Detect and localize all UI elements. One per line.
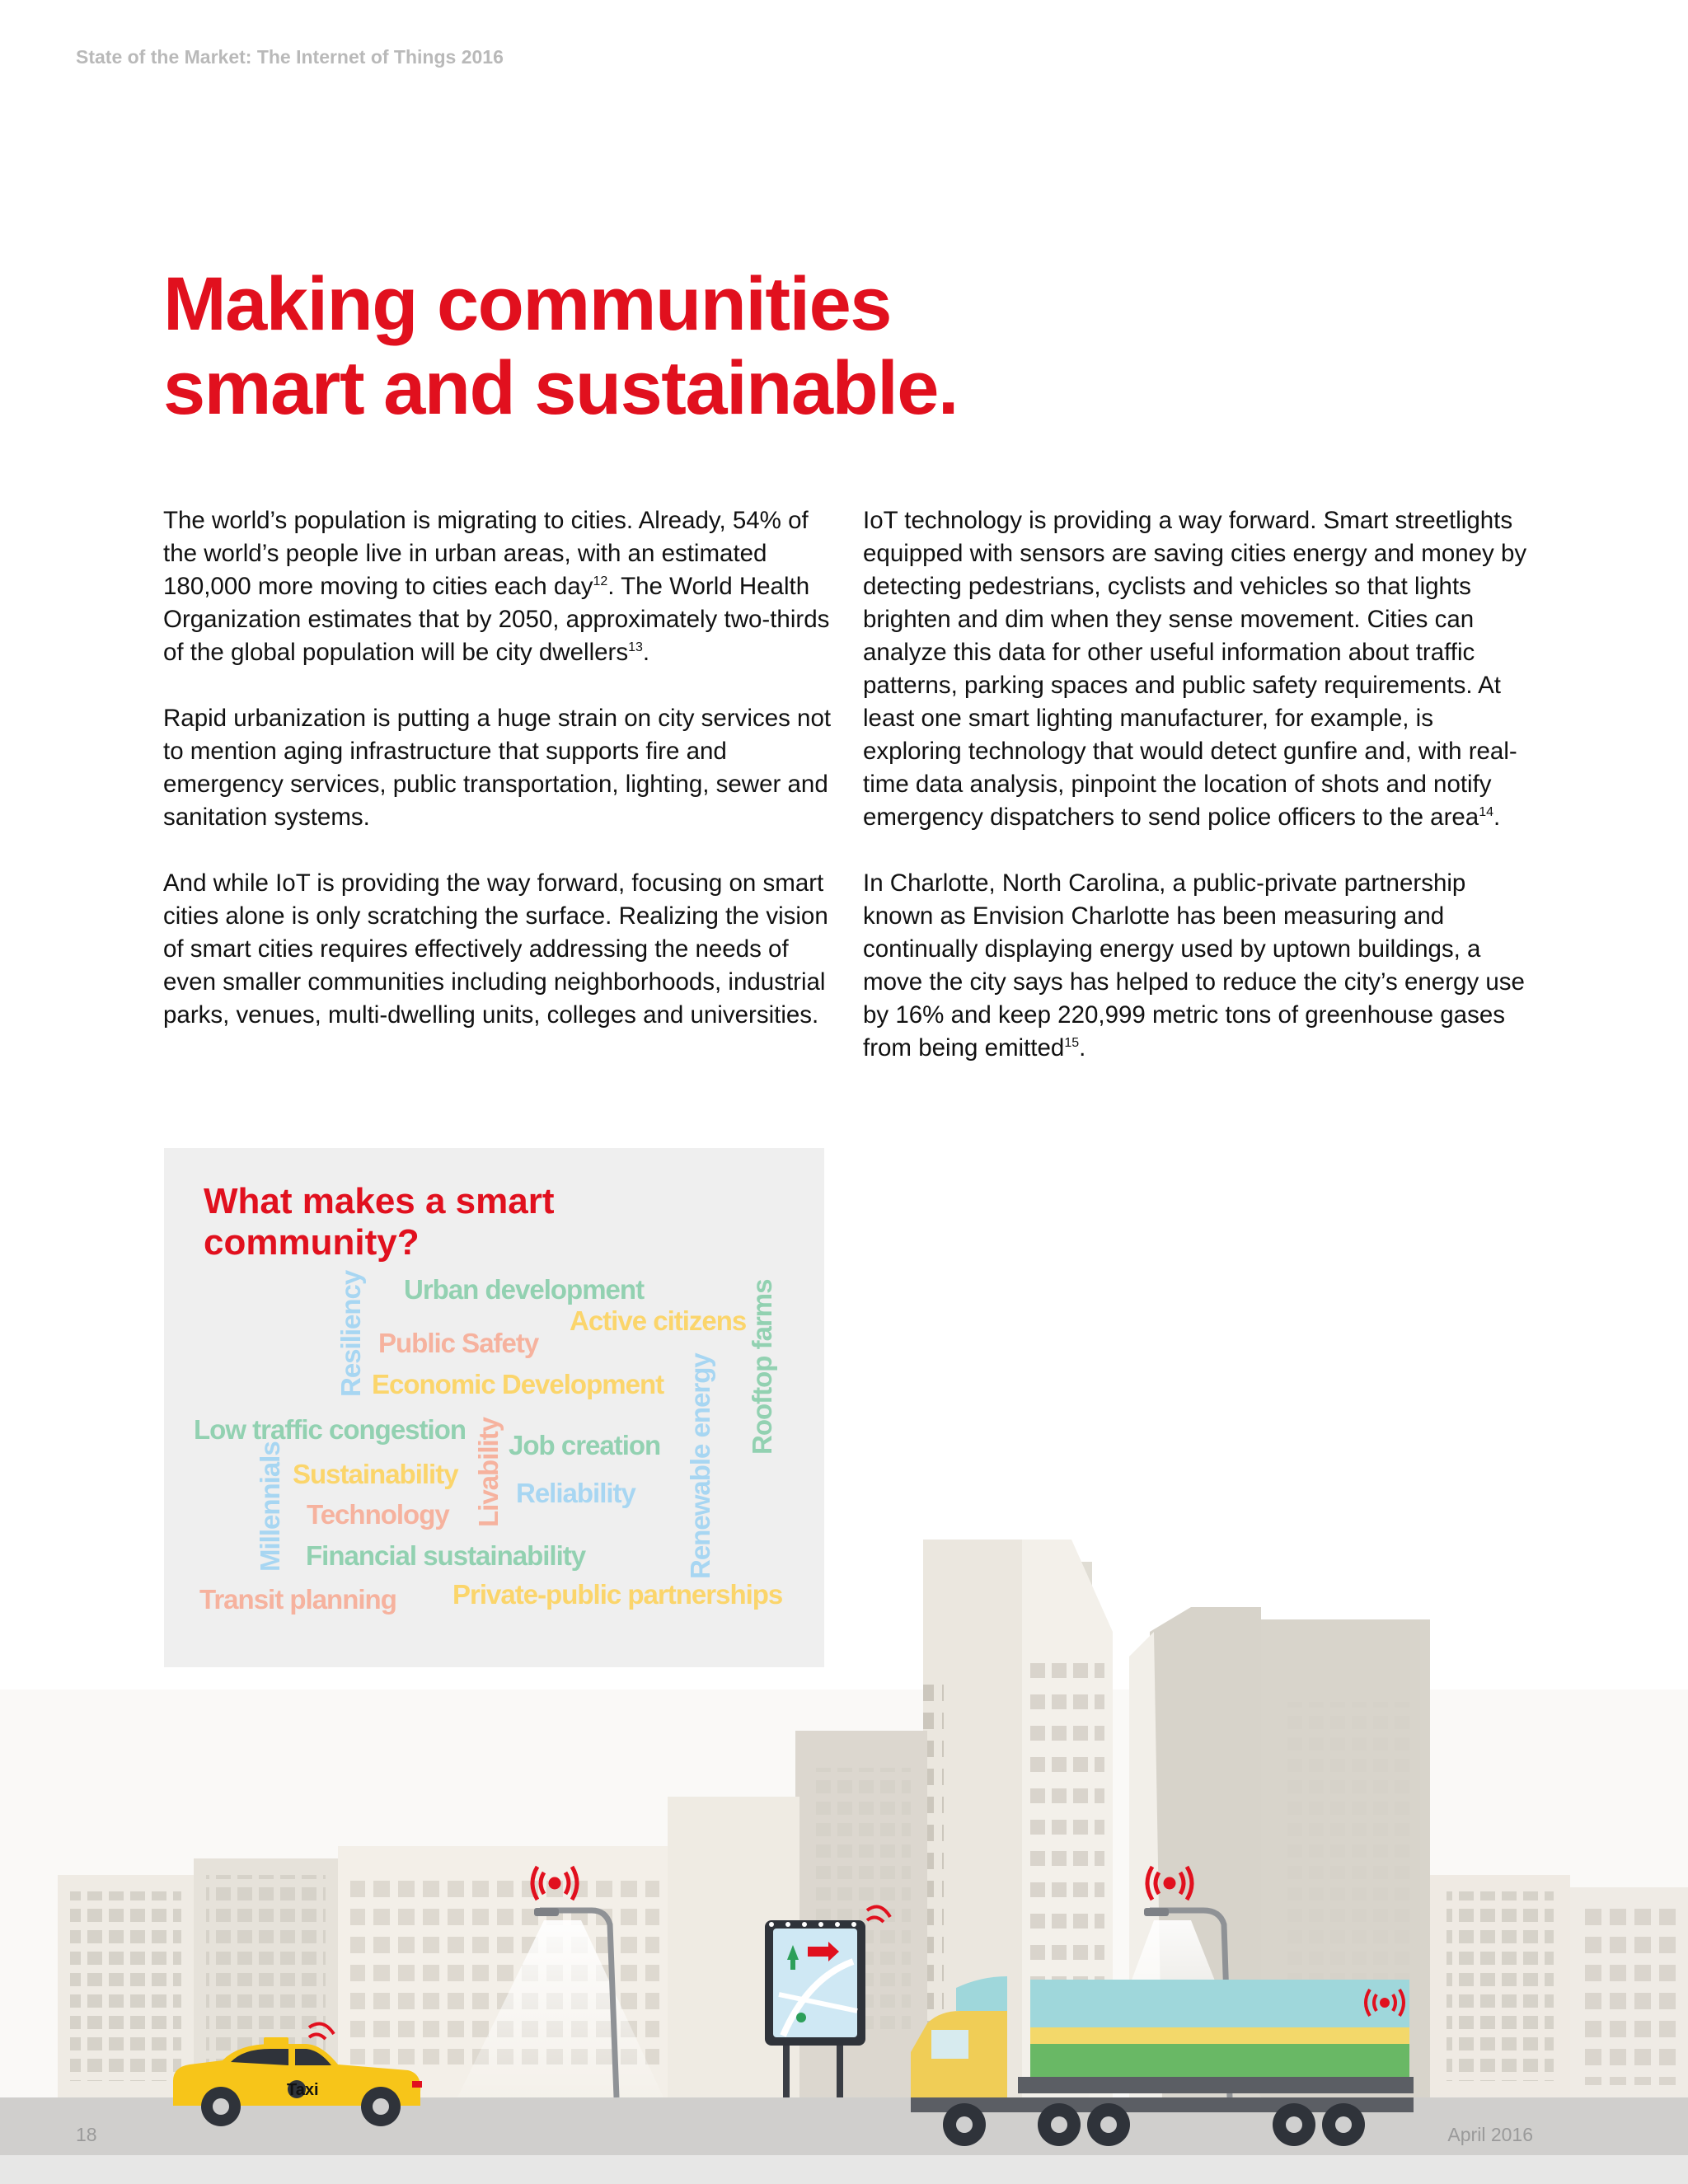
word-sustainability: Sustainability	[293, 1459, 458, 1489]
word-urban-development: Urban development	[404, 1274, 645, 1305]
paragraph-text: In Charlotte, North Carolina, a public-private partnership known as Envision Charlotte has been measuring and continually displaying energy used by uptown buildings, a move the city says has helped to reduce the city’s energy use by 16% and keep 220,999 metric tons of greenhouse gases from being emitted	[863, 869, 1525, 1062]
footnote-ref: 15	[1064, 1036, 1080, 1051]
paragraph-text: . The World Health Organization estimates that by 2050, approximately two-thirds of the global population will be city dwellers	[163, 573, 830, 666]
word-renewable-energy: Renewable energy	[685, 1353, 715, 1579]
footer-date: April 2016	[1447, 2124, 1533, 2145]
word-economic-development: Economic Development	[372, 1369, 664, 1399]
word-public-safety: Public Safety	[378, 1328, 539, 1358]
word-transit-planning: Transit planning	[199, 1584, 396, 1615]
paragraph	[863, 504, 1535, 834]
word-cloud-panel	[164, 1148, 824, 1667]
taxi-label: Taxi	[287, 2081, 319, 2099]
word-private-public-partnerships: Private-public partnerships	[452, 1579, 783, 1610]
footnote-ref: 12	[593, 574, 608, 589]
body-column-left	[163, 504, 835, 1065]
paragraph: Rapid urbanization is putting a huge strain on city services not to mention aging infrastructure that supports fire and emergency services, public transportation, lighting, sewer and sanitation systems.	[163, 705, 832, 831]
paragraph-text: .	[1079, 1034, 1086, 1062]
headline-line-1: Making communities	[163, 262, 891, 346]
word-resiliency: Resiliency	[335, 1270, 366, 1397]
page-headline	[163, 262, 1317, 430]
headline-line-2: smart and sustainable.	[163, 346, 958, 430]
sidebar-title	[204, 1181, 698, 1263]
word-low-traffic-congestion: Low traffic congestion	[194, 1414, 467, 1445]
footnote-ref: 14	[1479, 805, 1494, 820]
word-financial-sustainability: Financial sustainability	[306, 1540, 586, 1571]
paragraph: And while IoT is providing the way forward, focusing on smart cities alone is only scratching the surface. Realizing the vision of smart cities requires effectively addressing the needs of even smaller communities including neighborhoods, industrial parks, venues, multi-dwelling units, colleges and universities.	[163, 869, 828, 1029]
page-number: 18	[76, 2124, 97, 2145]
paragraph-text: .	[1493, 804, 1501, 831]
paragraph-text: The world’s population is migrating to cities. Already, 54% of the world’s people live in urban areas, with an estimated 180,000 more moving to cities each day	[163, 507, 809, 600]
sidebar-title-line: What makes a smart	[204, 1181, 555, 1221]
running-header: State of the Market: The Internet of Things 2016	[76, 46, 504, 68]
paragraph-text: IoT technology is providing a way forward. Smart streetlights equipped with sensors are saving cities energy and money by detecting pedestrians, cyclists and vehicles so that lights brighten and dim when they sense movement. Cities can analyze this data for other useful information about traffic patterns, parking spaces and public safety requirements. At least one smart lighting manufacturer, for example, is exploring technology that would detect gunfire and, with real-time data analysis, pinpoint the location of shots and notify emergency dispatchers to send police officers to the area	[863, 507, 1527, 831]
word-job-creation: Job creation	[509, 1430, 661, 1460]
word-active-citizens: Active citizens	[570, 1305, 747, 1336]
body-column-right	[863, 504, 1535, 1098]
paragraph	[163, 504, 835, 669]
sidebar-title-line: community?	[204, 1222, 420, 1263]
footnote-ref: 13	[628, 640, 643, 655]
word-technology: Technology	[307, 1499, 449, 1530]
word-millennials: Millennials	[255, 1441, 285, 1572]
paragraph-text: .	[642, 639, 650, 666]
word-rooftop-farms: Rooftop farms	[747, 1279, 777, 1455]
paragraph	[863, 867, 1535, 1065]
road	[0, 2097, 1688, 2155]
word-livability: Livability	[473, 1417, 504, 1527]
word-reliability: Reliability	[516, 1478, 635, 1508]
